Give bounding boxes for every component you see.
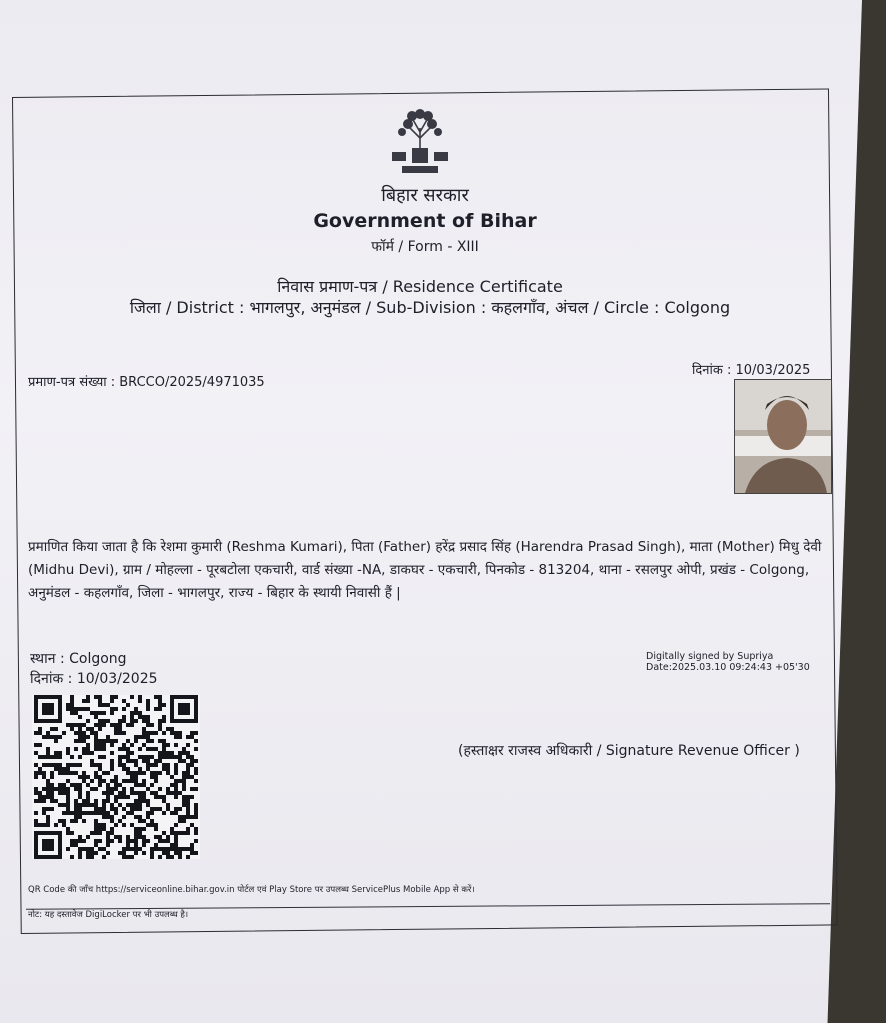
certificate-body: प्रमाणित किया जाता है कि रेशमा कुमारी (Reshma Kumari), पिता (Father) हरेंद्र प्रसाद सिंह (Harendra Prasad Singh), माता (Mother) मिधु देवी (Midhu Devi), ग्राम / मोहल्ला - पूरबटोला एकचारी, वार्ड संख्या -NA, डाकघर - एकचारी, पिनकोड - 813204, थाना - रसलपुर ओपी, प्रखंड - Colgong, अनुमंडल - कहलगाँव, जिला - भागलपुर, राज्य - बिहार के स्थायी निवासी हैं |: [28, 539, 822, 601]
footer-qr-note: QR Code की जाँच https://serviceonline.bihar.gov.in पोर्टल एवं Play Store पर उपलब्ध ServicePlus Mobile App से करें।: [28, 885, 475, 895]
government-hindi: बिहार सरकार: [381, 185, 469, 206]
place: स्थान : Colgong: [30, 651, 127, 667]
digital-signature-date: Date:2025.03.10 09:24:43 +05'30: [646, 662, 810, 673]
digital-signature: [646, 651, 810, 673]
digital-signature-name: Digitally signed by Supriya: [646, 651, 774, 662]
bihar-emblem-icon: [388, 108, 452, 176]
applicant-photo: [734, 379, 832, 494]
footer-digilocker-note: नोट: यह दस्तावेज DigiLocker पर भी उपलब्ध है।: [28, 910, 189, 920]
government-english: Government of Bihar: [313, 210, 537, 232]
certificate-title: निवास प्रमाण-पत्र / Residence Certificate: [277, 277, 563, 296]
issue-date: दिनांक : 10/03/2025: [692, 363, 811, 378]
certificate-number: प्रमाण-पत्र संख्या : BRCCO/2025/4971035: [28, 375, 265, 390]
officer-signature-label: (हस्ताक्षर राजस्व अधिकारी / Signature Revenue Officer ): [458, 743, 800, 759]
form-number: फॉर्म / Form - XIII: [371, 239, 479, 255]
date-bottom: दिनांक : 10/03/2025: [30, 671, 158, 687]
qr-code[interactable]: [32, 695, 200, 859]
district-line: जिला / District : भागलपुर, अनुमंडल / Sub-Division : कहलगाँव, अंचल / Circle : Colgong: [129, 298, 731, 317]
